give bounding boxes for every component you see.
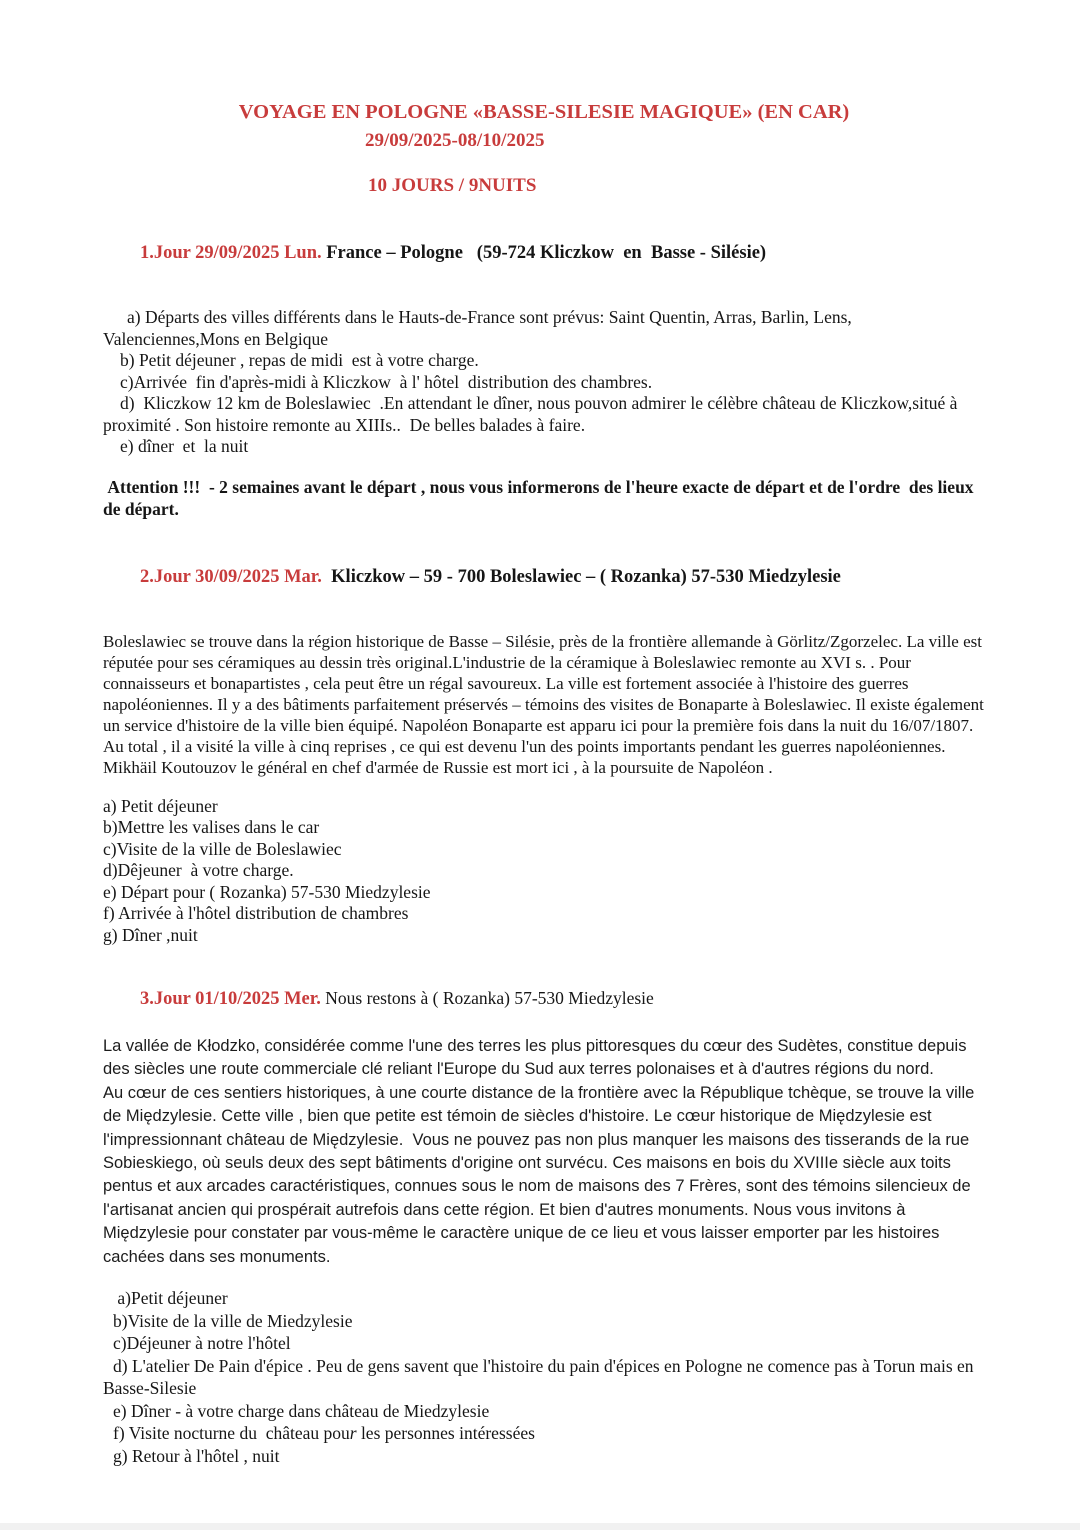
day-3-title: Nous restons à ( Rozanka) 57-530 Miedzylesie bbox=[320, 988, 654, 1008]
day-3-itinerary bbox=[103, 1287, 985, 1467]
itinerary-item: g) Dîner ,nuit bbox=[103, 924, 198, 945]
day-1-section bbox=[103, 217, 985, 520]
document-title: VOYAGE EN POLOGNE «BASSE-SILESIE MAGIQUE» (EN CAR) bbox=[238, 101, 850, 123]
itinerary-item-f-suffix: les personnes intéressées bbox=[356, 1423, 535, 1444]
day-2-description: Boleslawiec se trouve dans la région historique de Basse – Silésie, près de la frontière allemande à Görlitz/Zgorzelec. La ville est réputée pour ses céramiques au dessin très original.L'industrie de la céramique à Boleslawiec remonte au XVI s. . Pour connaisseurs et bonapartistes , cela peut être un régal savoureux. La ville est fortement associée à l'histoire des guerres napoléoniennes. Il y a des bâtiments parfaitement préservés – témoins des visites de Bonaparte à Boleslawiec. Il existe également un service d'histoire de la ville bien équipé. Napoléon Bonaparte est apparu ici pour la première fois dans la nuit du 16/07/1807. Au total , il a visité la ville à cinq reprises , ce qui est devenu l'un des points importants pendant les guerres napoléoniennes. Mikhäil Koutouzov le général en chef d'armée de Russie est mort ici , à la poursuite de Napoléon . bbox=[103, 631, 989, 777]
day-2-itinerary bbox=[103, 796, 985, 947]
day-3-label: 3.Jour 01/10/2025 Mer. bbox=[140, 989, 321, 1009]
itinerary-item: e) Dîner - à votre charge dans château de Miedzylesie bbox=[113, 1400, 490, 1421]
itinerary-item: c)Déjeuner à notre l'hôtel bbox=[113, 1333, 291, 1354]
itinerary-item: c)Arrivée fin d'après-midi à Kliczkow à l' hôtel distribution des chambres. bbox=[120, 371, 653, 392]
day-2-title: Kliczkow – 59 - 700 Boleslawiec – ( Rozanka) 57-530 Miedzylesie bbox=[321, 566, 841, 587]
day-1-itinerary bbox=[103, 307, 985, 458]
trip-duration: 10 JOURS / 9NUITS bbox=[368, 175, 537, 196]
day-3-section bbox=[103, 962, 985, 1467]
itinerary-item: a) Départs des villes différents dans le Hauts-de-France sont prévus: Saint Quentin, Arras, Barlin, Lens, Valenciennes,Mons en Belgique bbox=[103, 307, 856, 349]
itinerary-item: d)Dêjeuner à votre charge. bbox=[103, 860, 294, 880]
itinerary-item-f-prefix: f) Visite nocturne du château pou bbox=[113, 1423, 350, 1444]
itinerary-item: d) Kliczkow 12 km de Boleslawiec .En attendant le dîner, nous pouvon admirer le célèbre château de Kliczkow,situé à proximité . Son histoire remonte au XIIIs.. De belles balades à faire. bbox=[103, 393, 962, 435]
itinerary-item-f-italic: r bbox=[349, 1423, 357, 1444]
day-2-heading bbox=[103, 541, 985, 613]
day-2-label: 2.Jour 30/09/2025 Mar. bbox=[140, 566, 322, 587]
itinerary-item bbox=[103, 1422, 985, 1445]
day-1-title: France – Pologne (59-724 Kliczkow en Basse - Silésie) bbox=[321, 243, 767, 263]
itinerary-item: a) Petit déjeuner bbox=[103, 795, 218, 816]
itinerary-item: c)Visite de la ville de Boleslawiec bbox=[103, 838, 342, 859]
page-bottom-edge bbox=[0, 1523, 1080, 1530]
document-content bbox=[103, 100, 989, 1467]
itinerary-item: b)Visite de la ville de Miedzylesie bbox=[113, 1310, 353, 1331]
itinerary-item: d) L'atelier De Pain d'épice . Peu de gens savent que l'histoire du pain d'épices en Pologne ne comence pas à Torun mais en Basse-Silesie bbox=[103, 1355, 978, 1399]
itinerary-item: e) dîner et la nuit bbox=[120, 436, 249, 456]
itinerary-item: b)Mettre les valises dans le car bbox=[103, 817, 320, 837]
day-3-heading bbox=[103, 962, 985, 1035]
attention-note: Attention !!! - 2 semaines avant le départ , nous vous informerons de l'heure exacte de départ et de l'ordre des lieux de départ. bbox=[103, 476, 978, 519]
day-1-heading bbox=[103, 217, 985, 289]
day-3-description-1: La vallée de Kłodzko, considérée comme l'une des terres les plus pittoresques du cœur des Sudètes, constitue depuis des siècles une route commerciale clé reliant l'Europe du Sud aux terres polonaises et à d'autres régions du nord. bbox=[103, 1037, 972, 1079]
itinerary-item: b) Petit déjeuner , repas de midi est à votre charge. bbox=[120, 350, 479, 370]
trip-date-range: 29/09/2025-08/10/2025 bbox=[365, 130, 545, 151]
itinerary-item: g) Retour à l'hôtel , nuit bbox=[113, 1445, 280, 1466]
day-1-label: 1.Jour 29/09/2025 Lun. bbox=[140, 243, 322, 263]
day-2-section bbox=[103, 541, 989, 947]
itinerary-item: f) Arrivée à l'hôtel distribution de chambres bbox=[103, 903, 409, 923]
itinerary-item: a)Petit déjeuner bbox=[113, 1288, 228, 1309]
itinerary-item: e) Départ pour ( Rozanka) 57-530 Miedzylesie bbox=[103, 881, 431, 902]
day-3-description-2: Au cœur de ces sentiers historiques, à une courte distance de la frontière avec la République tchèque, se trouve la ville de Międzylesie. Cette ville , bien que petite est témoin de siècles d'histoire. Le cœur historique de Międzylesie est l'impressionnant château de Międzylesie. Vous ne pouvez pas non plus manquer les maisons des tisserands de la rue Sobieskiego, où seuls deux des sept bâtiments d'origine ont survécu. Ces maisons en bois du XVIIIe siècle aux toits pentus et aux arcades caractéristiques, connues sous le nom de maisons des 7 Frères, sont des témoins silencieux de l'artisanat ancien qui prospérait autrefois dans cette région. Et bien d'autres monuments. Nous vous invitons à Międzylesie pour constater par vous-même le caractère unique de ce lieu et vous laisser emporter par les histoires cachées dans ses monuments. bbox=[103, 1083, 979, 1266]
